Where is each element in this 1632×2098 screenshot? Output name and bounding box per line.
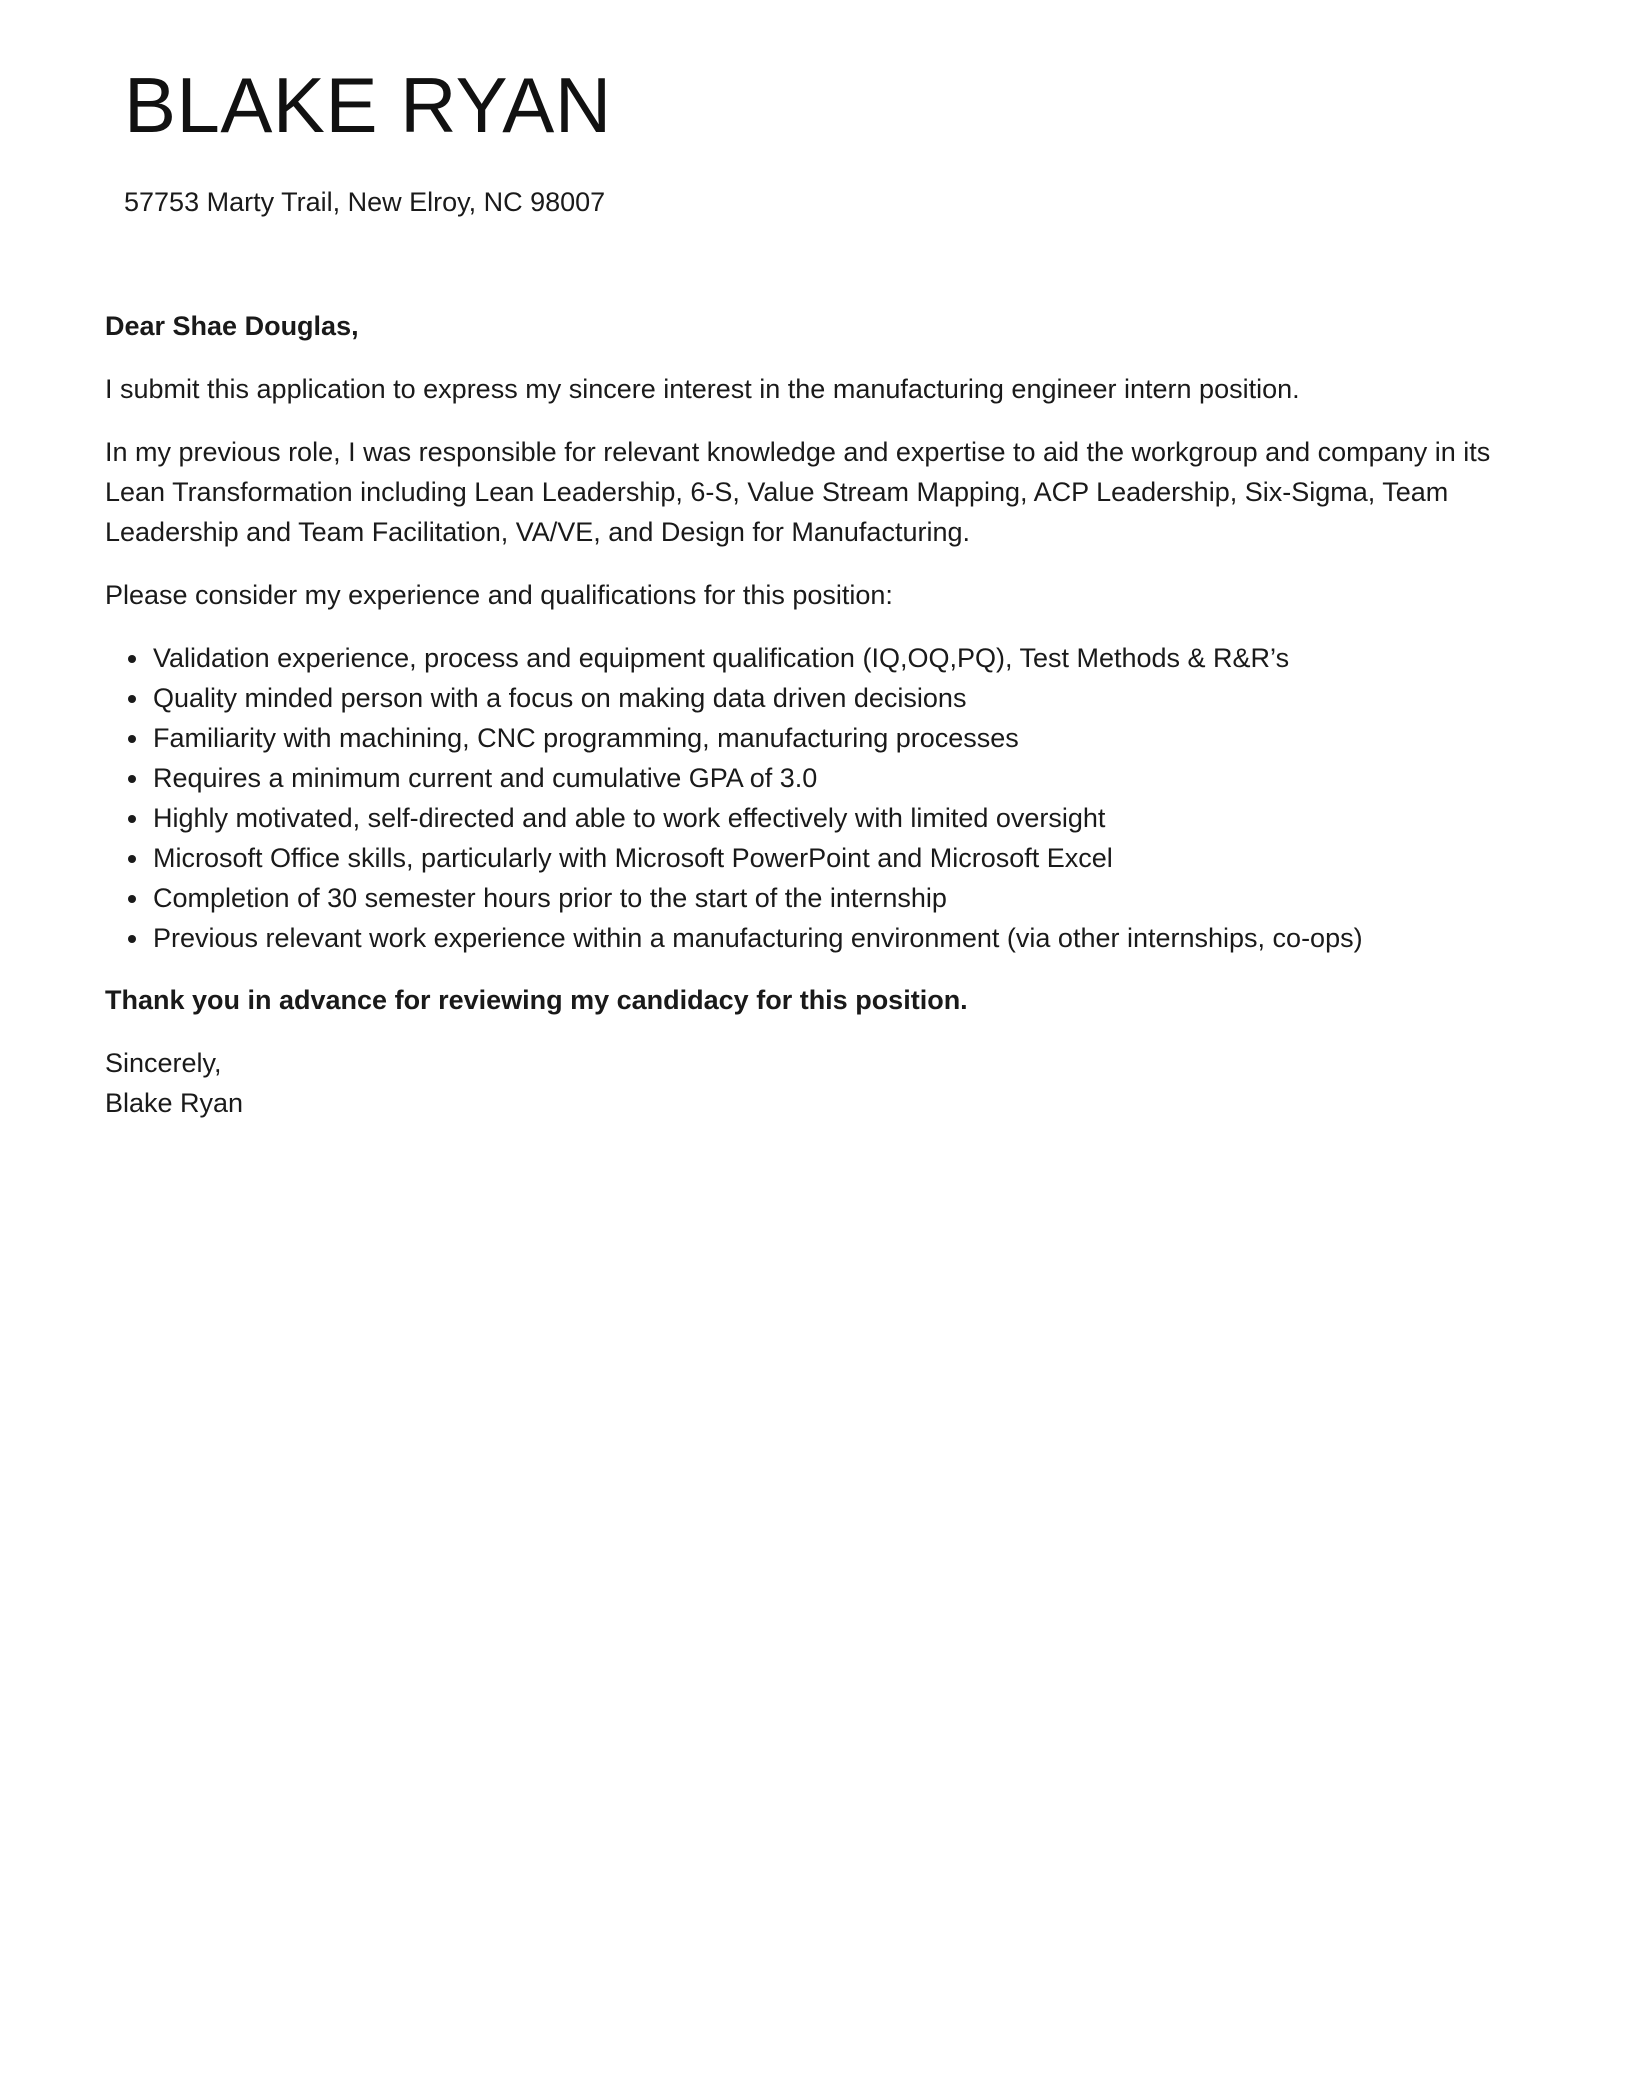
list-item [153,798,1535,838]
applicant-address: 57753 Marty Trail, New Elroy, NC 98007 [124,187,606,217]
bullet-icon [128,935,136,943]
thanks-line: Thank you in advance for reviewing my candidacy for this position. [105,985,968,1015]
list-item-text: Familiarity with machining, CNC programming, manufacturing processes [153,723,1019,753]
list-item-text: Microsoft Office skills, particularly with Microsoft PowerPoint and Microsoft Excel [153,843,1113,873]
bullet-icon [128,695,136,703]
bullet-icon [128,735,136,743]
experience-paragraph: In my previous role, I was responsible for relevant knowledge and expertise to aid the workgroup and company in its Lean Transformation including Lean Leadership, 6-S, Value Stream Mapping, ACP Leadership, Six-Sigma, Team Leadership and Team Facilitation, VA/VE, and Design for Manufacturing. [105,437,1491,547]
signature-name: Blake Ryan [105,1088,244,1118]
bullet-icon [128,855,136,863]
list-item-text: Quality minded person with a focus on making data driven decisions [153,683,967,713]
list-item [153,758,1535,798]
list-item-text: Highly motivated, self-directed and able to work effectively with limited oversight [153,803,1106,833]
list-item-text: Completion of 30 semester hours prior to the start of the internship [153,883,947,913]
letter-header [124,61,612,218]
applicant-name: BLAKE RYAN [124,61,612,149]
bullet-icon [128,895,136,903]
list-item-text: Previous relevant work experience within a manufacturing environment (via other internships, co-ops) [153,923,1363,953]
list-item [153,678,1535,718]
bullet-icon [128,775,136,783]
list-item [153,878,1535,918]
list-item [153,718,1535,758]
letter-body [105,306,1535,1123]
bullet-icon [128,815,136,823]
list-item [153,838,1535,878]
qualifications-list [105,638,1535,958]
greeting: Dear Shae Douglas, [105,311,359,341]
signoff: Sincerely, [105,1048,222,1078]
list-item-text: Requires a minimum current and cumulative GPA of 3.0 [153,763,818,793]
list-item [153,918,1535,958]
intro-paragraph: I submit this application to express my sincere interest in the manufacturing engineer intern position. [105,374,1300,404]
qualifications-lead-in: Please consider my experience and qualifications for this position: [105,580,893,610]
list-item-text: Validation experience, process and equipment qualification (IQ,OQ,PQ), Test Methods & R&R’s [153,643,1290,673]
list-item [153,638,1535,678]
bullet-icon [128,655,136,663]
